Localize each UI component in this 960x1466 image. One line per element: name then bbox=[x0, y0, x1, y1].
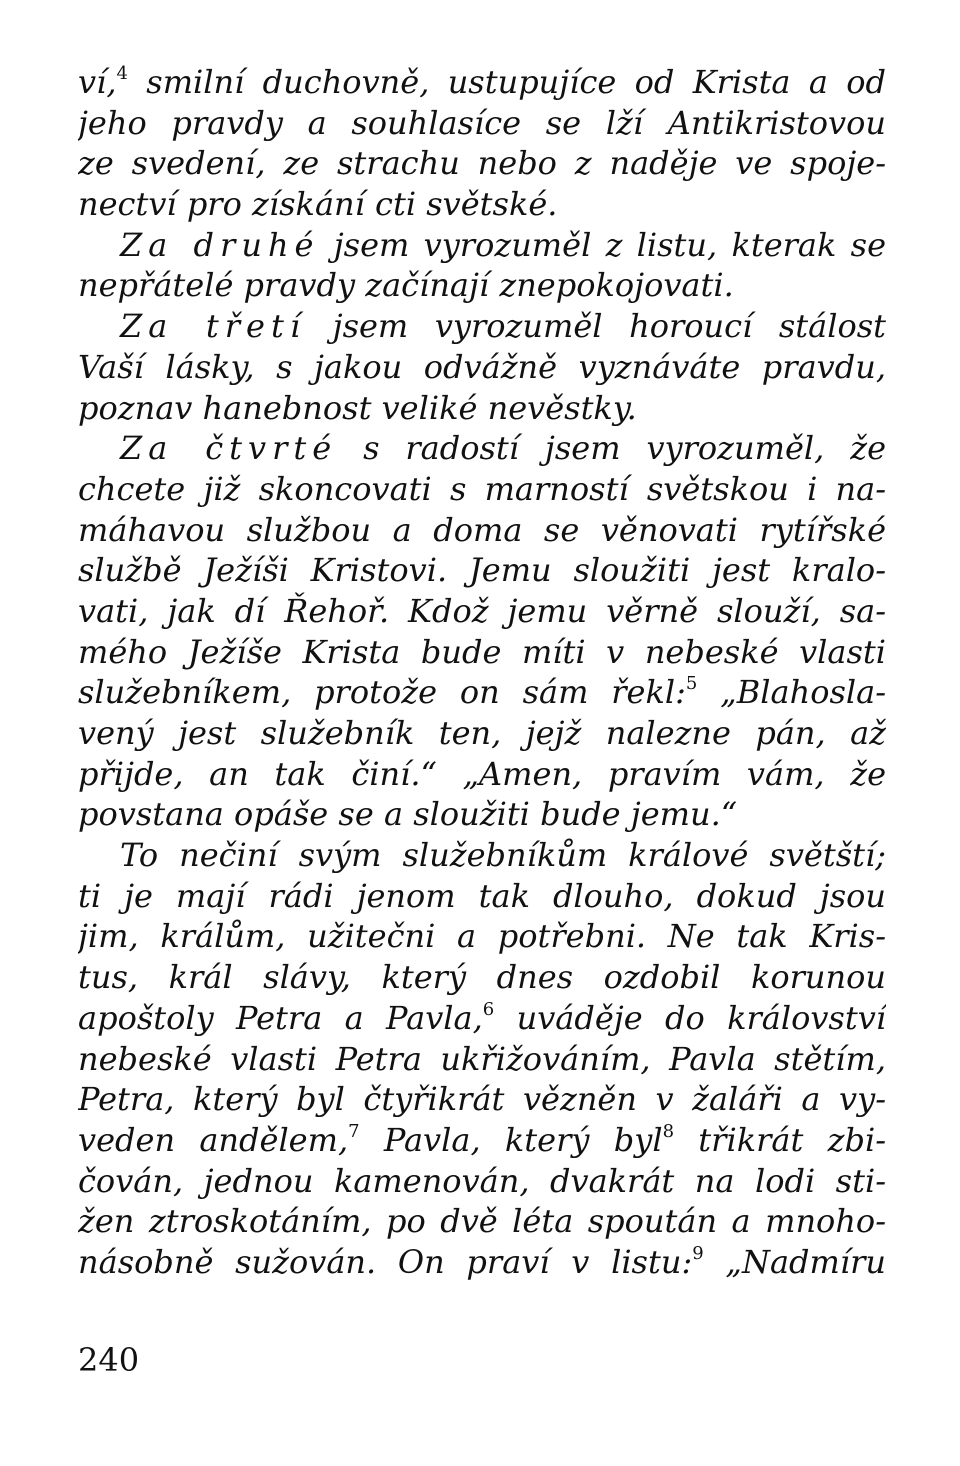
page-body bbox=[78, 62, 886, 1283]
text-run: nepřátelé pravdy začínají znepokojovati. bbox=[78, 266, 734, 305]
text-run: jim, králům, užitečni a potřebni. Ne tak Kris- bbox=[78, 917, 886, 956]
text-line bbox=[78, 591, 886, 632]
spaced-emphasis: Za čtvrté bbox=[120, 429, 338, 468]
text-run: přijde, an tak činí.“ „Amen, pravím vám, že bbox=[78, 754, 886, 793]
text-run: To nečiní svým služebníkům králové světští; bbox=[120, 836, 886, 875]
text-run: povstana opáše se a sloužiti bude jemu.“ bbox=[78, 795, 738, 834]
text-line bbox=[78, 306, 886, 347]
footnote-marker: 8 bbox=[662, 1120, 675, 1142]
text-run: „Blahosla- bbox=[697, 673, 886, 712]
text-line bbox=[78, 550, 886, 591]
text-run: Pavla, který byl bbox=[359, 1120, 663, 1159]
footnote-marker: 7 bbox=[348, 1120, 360, 1142]
text-line bbox=[78, 469, 886, 510]
text-run: jeho pravdy a souhlasíce se lží Antikristovou bbox=[78, 103, 886, 142]
footnote-marker: 4 bbox=[116, 63, 128, 84]
text-run: ze svedení, ze strachu nebo z naděje ve spoje- bbox=[78, 144, 886, 183]
text-line bbox=[78, 62, 886, 103]
text-run: Petra, který byl čtyřikrát vězněn v žaláři a vy- bbox=[78, 1080, 886, 1119]
text-line bbox=[78, 1120, 886, 1161]
text-run: čován, jednou kamenován, dvakrát na lodi sti- bbox=[78, 1161, 886, 1200]
text-run: vený jest služebník ten, jejž nalezne pán, až bbox=[78, 714, 886, 752]
footnote-marker: 6 bbox=[482, 998, 495, 1020]
spaced-emphasis: Za druhé bbox=[120, 225, 320, 264]
text-line bbox=[78, 143, 886, 184]
text-line bbox=[78, 225, 886, 266]
spaced-emphasis: Za třetí bbox=[120, 307, 307, 346]
text-run: tus, král slávy, který dnes ozdobil korunou bbox=[78, 958, 886, 997]
text-line bbox=[78, 347, 886, 388]
text-line bbox=[78, 388, 886, 429]
text-run: žen ztroskotáním, po dvě léta spoután a mnoho- bbox=[78, 1202, 886, 1241]
text-line bbox=[78, 713, 886, 754]
text-run: jsem vyrozuměl z listu, kterak se bbox=[319, 225, 886, 264]
text-run: vati, jak dí Řehoř. Kdož jemu věrně slouží, sa- bbox=[78, 591, 886, 630]
paragraph bbox=[78, 428, 886, 835]
text-run: násobně sužován. On praví v listu: bbox=[78, 1242, 693, 1281]
paragraph bbox=[78, 225, 886, 306]
text-line bbox=[78, 184, 886, 225]
text-line bbox=[78, 1242, 886, 1283]
text-line bbox=[78, 835, 886, 876]
text-run: jsem vyrozuměl horoucí stálost bbox=[306, 307, 886, 346]
text-run: chcete již skoncovati s marností světskou i na- bbox=[78, 469, 886, 508]
text-run: uváděje do království bbox=[494, 998, 886, 1037]
text-line bbox=[78, 103, 886, 144]
text-run: mého Ježíše Krista bude míti v nebeské vlasti bbox=[78, 632, 886, 671]
page-number: 240 bbox=[78, 1341, 140, 1379]
text-run: poznav hanebnost veliké nevěstky. bbox=[78, 388, 637, 427]
text-line bbox=[78, 1079, 886, 1120]
text-line bbox=[78, 632, 886, 673]
text-run: ví, bbox=[78, 63, 117, 101]
text-run: ti je mají rádi jenom tak dlouho, dokud jsou bbox=[78, 876, 886, 915]
text-run: služebníkem, protože on sám řekl: bbox=[78, 673, 686, 712]
paragraph bbox=[78, 306, 886, 428]
text-line bbox=[78, 1161, 886, 1202]
paragraph bbox=[78, 62, 886, 225]
text-run: apoštoly Petra a Pavla, bbox=[78, 998, 483, 1037]
text-run: nebeské vlasti Petra ukřižováním, Pavla stětím, bbox=[78, 1039, 886, 1078]
text-run: Vaší lásky, s jakou odvážně vyznáváte pravdu, bbox=[78, 347, 886, 386]
text-line bbox=[78, 510, 886, 551]
text-run: „Nadmíru bbox=[703, 1242, 886, 1281]
text-line bbox=[78, 265, 886, 306]
footnote-marker: 5 bbox=[685, 673, 698, 695]
text-run: máhavou službou a doma se věnovati rytířské bbox=[78, 510, 886, 549]
text-body bbox=[78, 62, 886, 1283]
footnote-marker: 9 bbox=[692, 1242, 704, 1264]
text-line bbox=[78, 998, 886, 1039]
text-line bbox=[78, 794, 886, 835]
text-line bbox=[78, 672, 886, 713]
text-line bbox=[78, 916, 886, 957]
text-line bbox=[78, 428, 886, 469]
text-line bbox=[78, 957, 886, 998]
text-line bbox=[78, 754, 886, 795]
text-run: nectví pro získání cti světské. bbox=[78, 185, 558, 224]
text-line bbox=[78, 1039, 886, 1080]
text-run: veden andělem, bbox=[78, 1120, 349, 1159]
text-run: službě Ježíši Kristovi. Jemu sloužiti jest kralo- bbox=[78, 551, 886, 590]
paragraph bbox=[78, 835, 886, 1283]
text-run: třikrát zbi- bbox=[674, 1120, 886, 1159]
text-run: smilní duchovně, ustupujíce od Krista a od bbox=[127, 63, 886, 101]
text-line bbox=[78, 876, 886, 917]
text-run: s radostí jsem vyrozuměl, že bbox=[337, 429, 886, 468]
text-line bbox=[78, 1201, 886, 1242]
